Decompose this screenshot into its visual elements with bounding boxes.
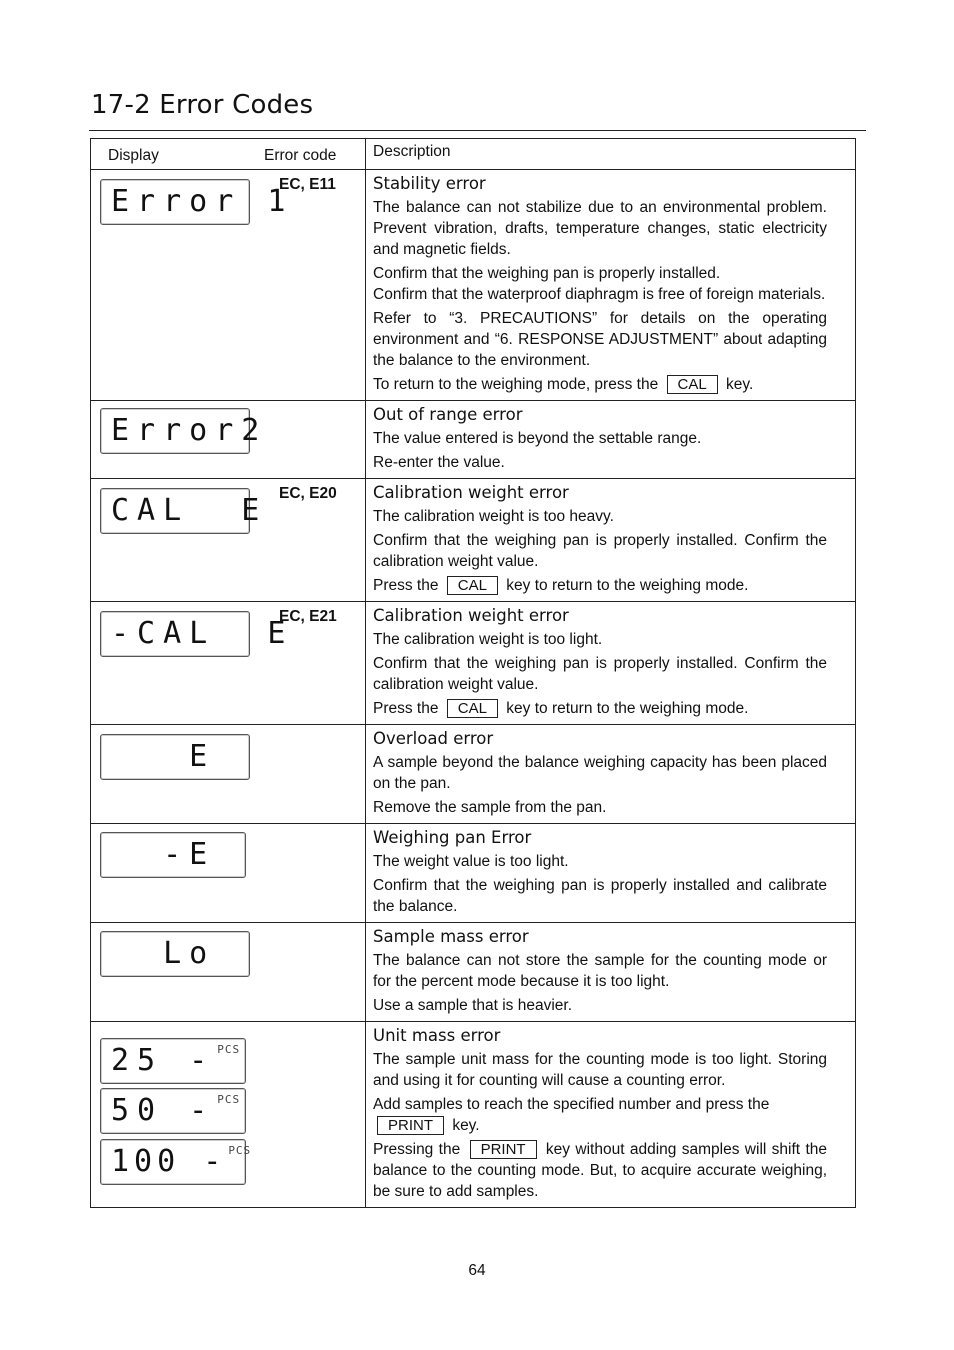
description-cell — [366, 725, 856, 824]
display-cell — [91, 602, 366, 725]
table-row — [91, 170, 856, 401]
display-cell — [91, 824, 366, 923]
key-instruction-text: key without adding samples will shift the balance to the counting mode. But, to acquire accurate weighing, be sure to add samples. — [373, 1141, 827, 1200]
description-text: A sample beyond the balance weighing capacity has been placed on the pan. — [373, 754, 827, 792]
header-display: Display — [108, 147, 159, 164]
error-heading: Calibration weight error — [373, 483, 569, 502]
table-header-row — [91, 139, 856, 170]
display-cell — [91, 401, 366, 479]
lcd-display: E — [100, 734, 250, 780]
header-display-code-cell — [91, 139, 366, 170]
description-text: Confirm that the waterproof diaphragm is free of foreign materials. — [373, 286, 826, 303]
page-number: 64 — [468, 1262, 486, 1279]
key-instruction — [373, 374, 827, 395]
key-instruction — [373, 1094, 827, 1136]
title-divider — [89, 130, 866, 131]
error-code: EC, E21 — [279, 608, 337, 625]
key-instruction-text: key. — [452, 1117, 480, 1134]
header-description-cell — [366, 139, 856, 170]
table-row — [91, 725, 856, 824]
lcd-unit: PCS — [217, 1043, 241, 1056]
description-text: Refer to “3. PRECAUTIONS” for details on the operating environment and “6. RESPONSE ADJUSTMENT” about adapting the balance to the environment. — [373, 310, 827, 369]
cal-key: CAL — [447, 699, 498, 718]
description-cell — [366, 401, 856, 479]
description-cell — [366, 824, 856, 923]
page-title: 17-2 Error Codes — [91, 90, 314, 120]
key-instruction-text: key. — [726, 376, 754, 393]
description-cell — [366, 479, 856, 602]
key-instruction-text: key to return to the weighing mode. — [506, 577, 749, 594]
table-row — [91, 824, 856, 923]
key-instruction-text: Pressing the — [373, 1141, 461, 1158]
cal-key: CAL — [667, 375, 718, 394]
description-text: The value entered is beyond the settable range. — [373, 430, 702, 447]
key-instruction — [373, 1139, 827, 1202]
cal-key: CAL — [447, 576, 498, 595]
key-instruction-text: To return to the weighing mode, press the — [373, 376, 659, 393]
error-heading: Sample mass error — [373, 927, 529, 946]
table-row — [91, 602, 856, 725]
key-instruction-text: Press the — [373, 577, 439, 594]
lcd-display — [100, 1038, 246, 1084]
description-text: The sample unit mass for the counting mode is too light. Storing and using it for counting will cause a counting error. — [373, 1051, 827, 1089]
description-text: Confirm that the weighing pan is properly installed. Confirm the calibration weight value. — [373, 532, 827, 570]
error-heading: Out of range error — [373, 405, 523, 424]
error-heading: Overload error — [373, 729, 494, 748]
key-instruction-text: key to return to the weighing mode. — [506, 700, 749, 717]
lcd-display — [100, 1139, 252, 1185]
lcd-display: Error2 — [100, 408, 250, 454]
error-heading: Weighing pan Error — [373, 828, 532, 847]
display-cell — [91, 725, 366, 824]
error-code: EC, E20 — [279, 485, 337, 502]
key-instruction-text: Add samples to reach the specified number and press the — [373, 1096, 770, 1113]
description-cell — [366, 1022, 856, 1208]
description-text: Confirm that the weighing pan is properly installed. Confirm the calibration weight value. — [373, 655, 827, 693]
description-text: The balance can not stabilize due to an environmental problem. Prevent vibration, drafts, temperature changes, static electricity and magnetic fields. — [373, 199, 827, 258]
table-row — [91, 401, 856, 479]
lcd-display: CAL E — [100, 488, 250, 534]
header-description: Description — [373, 143, 451, 160]
display-cell — [91, 479, 366, 602]
description-text: Re-enter the value. — [373, 454, 505, 471]
description-text: Confirm that the weighing pan is properly installed. — [373, 265, 721, 282]
description-text: The balance can not store the sample for the counting mode or for the percent mode because it is too light. — [373, 952, 827, 990]
description-cell — [366, 170, 856, 401]
error-heading: Unit mass error — [373, 1026, 501, 1045]
error-code: EC, E11 — [279, 176, 336, 193]
lcd-value: 25 - — [111, 1043, 216, 1078]
description-cell — [366, 923, 856, 1022]
description-text: Confirm that the weighing pan is properly installed and calibrate the balance. — [373, 877, 827, 915]
description-text: The calibration weight is too light. — [373, 631, 603, 648]
description-text: The calibration weight is too heavy. — [373, 508, 614, 525]
table-row — [91, 1022, 856, 1208]
description-text: The weight value is too light. — [373, 853, 569, 870]
lcd-display — [100, 1088, 246, 1134]
lcd-display: -CAL E — [100, 611, 250, 657]
print-key: PRINT — [470, 1140, 537, 1159]
lcd-value: 100 - — [111, 1144, 227, 1179]
description-text: Use a sample that is heavier. — [373, 997, 573, 1014]
key-instruction — [373, 575, 827, 596]
display-cell — [91, 170, 366, 401]
description-cell — [366, 602, 856, 725]
header-error-code: Error code — [264, 147, 337, 164]
table-row — [91, 923, 856, 1022]
display-cell — [91, 1022, 366, 1208]
lcd-display: Lo — [100, 931, 250, 977]
error-heading: Stability error — [373, 174, 486, 193]
key-instruction — [373, 698, 827, 719]
error-code-table — [90, 138, 856, 1208]
table-row — [91, 479, 856, 602]
key-instruction-text: Press the — [373, 700, 439, 717]
print-key: PRINT — [377, 1116, 444, 1135]
lcd-unit: PCS — [217, 1093, 241, 1106]
lcd-display: Error 1 — [100, 179, 250, 225]
lcd-value: 50 - — [111, 1093, 216, 1128]
description-text: Remove the sample from the pan. — [373, 799, 607, 816]
lcd-display: -E — [100, 832, 246, 878]
error-heading: Calibration weight error — [373, 606, 569, 625]
lcd-unit: PCS — [228, 1144, 252, 1157]
display-cell — [91, 923, 366, 1022]
